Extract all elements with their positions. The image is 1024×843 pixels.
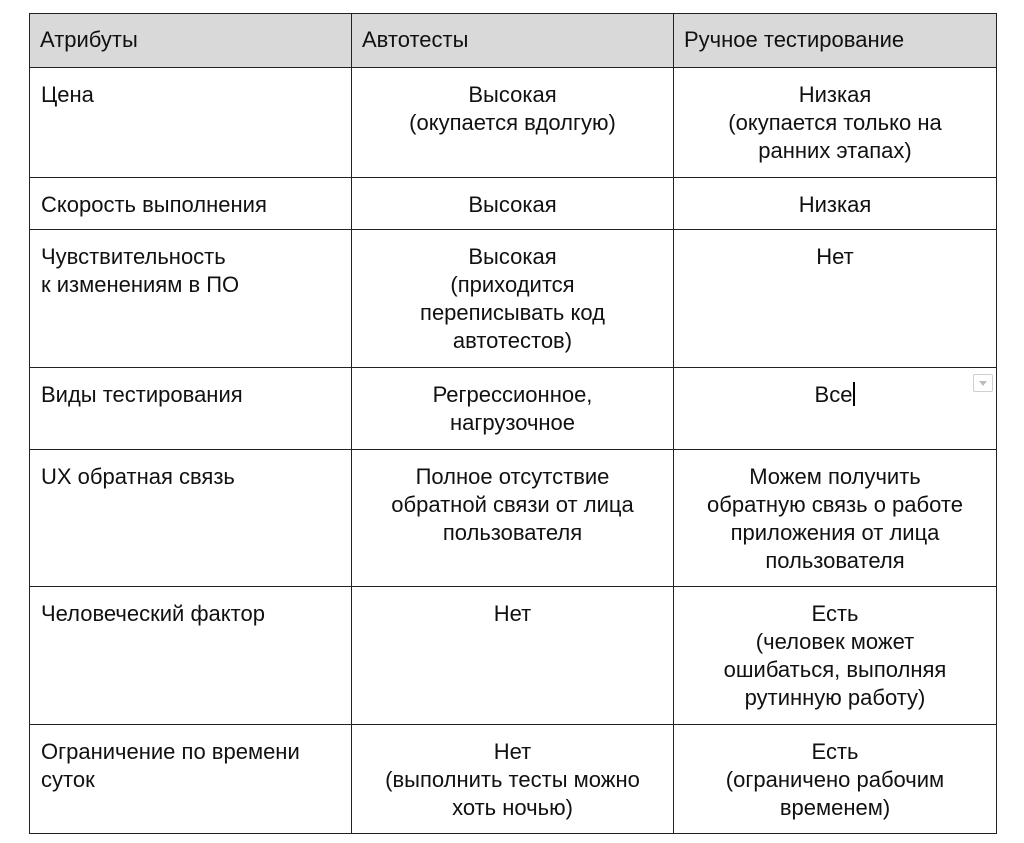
- table-row: [30, 368, 997, 450]
- manual-cell[interactable]: [674, 178, 997, 230]
- cell-text: (окупается вдолгую): [409, 110, 616, 135]
- cell-text: Низкая: [798, 82, 872, 107]
- manual-cell[interactable]: [674, 450, 997, 587]
- cell-text: Полное отсутствие: [415, 464, 610, 489]
- cell-text: (выполнить тесты можно: [385, 767, 640, 792]
- cell-text: (окупается только на: [728, 110, 942, 135]
- autotests-cell[interactable]: [352, 450, 674, 587]
- text-cursor: [853, 382, 855, 406]
- manual-cell-active[interactable]: [674, 368, 997, 450]
- cell-text: Регрессионное,: [432, 382, 593, 407]
- cell-text: хоть ночью): [452, 795, 573, 820]
- cell-text: обратную связь о работе: [707, 492, 963, 517]
- chevron-down-icon[interactable]: [973, 374, 993, 392]
- cell-text: Высокая: [468, 82, 557, 107]
- cell-text: пользователя: [765, 548, 905, 573]
- cell-text: ошибаться, выполняя: [723, 657, 947, 682]
- cell-text: Нет: [816, 244, 854, 269]
- attribute-cell[interactable]: [30, 587, 352, 725]
- attribute-cell[interactable]: [30, 450, 352, 587]
- autotests-cell[interactable]: [352, 230, 674, 368]
- cell-text: ранних этапах): [758, 138, 912, 163]
- autotests-cell[interactable]: [352, 68, 674, 178]
- cell-text: обратной связи от лица: [391, 492, 634, 517]
- cell-text: Все: [814, 382, 853, 407]
- cell-text: Виды тестирования: [41, 382, 243, 407]
- table-row: [30, 587, 997, 725]
- attribute-cell[interactable]: [30, 68, 352, 178]
- header-row: [30, 14, 997, 68]
- cell-text: Цена: [41, 82, 94, 107]
- header-attributes[interactable]: Атрибуты: [30, 14, 352, 68]
- attribute-cell[interactable]: [30, 368, 352, 450]
- cell-text: переписывать код: [420, 300, 605, 325]
- manual-cell[interactable]: [674, 230, 997, 368]
- cell-text: Человеческий фактор: [41, 601, 265, 626]
- cell-edit-line[interactable]: [685, 381, 985, 409]
- cell-text: (приходится: [450, 272, 575, 297]
- table-row: [30, 725, 997, 834]
- cell-text: нагрузочное: [449, 410, 576, 435]
- table-row: [30, 68, 997, 178]
- cell-text: Нет: [493, 601, 532, 626]
- autotests-cell[interactable]: [352, 368, 674, 450]
- cell-text: Высокая: [468, 192, 557, 217]
- table-row: [30, 230, 997, 368]
- cell-text: Есть: [811, 739, 859, 764]
- manual-cell[interactable]: [674, 68, 997, 178]
- cell-text: к изменениям в ПО: [41, 272, 240, 297]
- table-row: [30, 450, 997, 587]
- table-row: [30, 178, 997, 230]
- comparison-table: [29, 13, 997, 834]
- manual-cell[interactable]: [674, 725, 997, 834]
- cell-text: Низкая: [798, 192, 872, 217]
- cell-text: Скорость выполнения: [41, 192, 267, 217]
- cell-text: Есть: [811, 601, 859, 626]
- header-manual-testing[interactable]: Ручное тестирование: [674, 14, 997, 68]
- attribute-cell[interactable]: [30, 230, 352, 368]
- attribute-cell[interactable]: [30, 178, 352, 230]
- cell-text: пользователя: [442, 520, 583, 545]
- cell-text: (человек может: [755, 629, 915, 654]
- manual-cell[interactable]: [674, 587, 997, 725]
- cell-text: приложения от лица: [730, 520, 940, 545]
- cell-text: рутинную работу): [744, 685, 926, 710]
- cell-text: Высокая: [468, 244, 557, 269]
- autotests-cell[interactable]: [352, 725, 674, 834]
- cell-text: временем): [779, 795, 891, 820]
- cell-text: автотестов): [452, 328, 573, 353]
- autotests-cell[interactable]: [352, 178, 674, 230]
- attribute-cell[interactable]: [30, 725, 352, 834]
- cell-text: суток: [41, 767, 95, 792]
- cell-text: Чувствительность: [41, 244, 226, 269]
- cell-text: UX обратная связь: [41, 464, 235, 489]
- cell-text: (ограничено рабочим: [725, 767, 945, 792]
- cell-text: Нет: [493, 739, 532, 764]
- header-autotests[interactable]: Автотесты: [352, 14, 674, 68]
- autotests-cell[interactable]: [352, 587, 674, 725]
- cell-text: Ограничение по времени: [41, 739, 300, 764]
- cell-text: Можем получить: [749, 464, 921, 489]
